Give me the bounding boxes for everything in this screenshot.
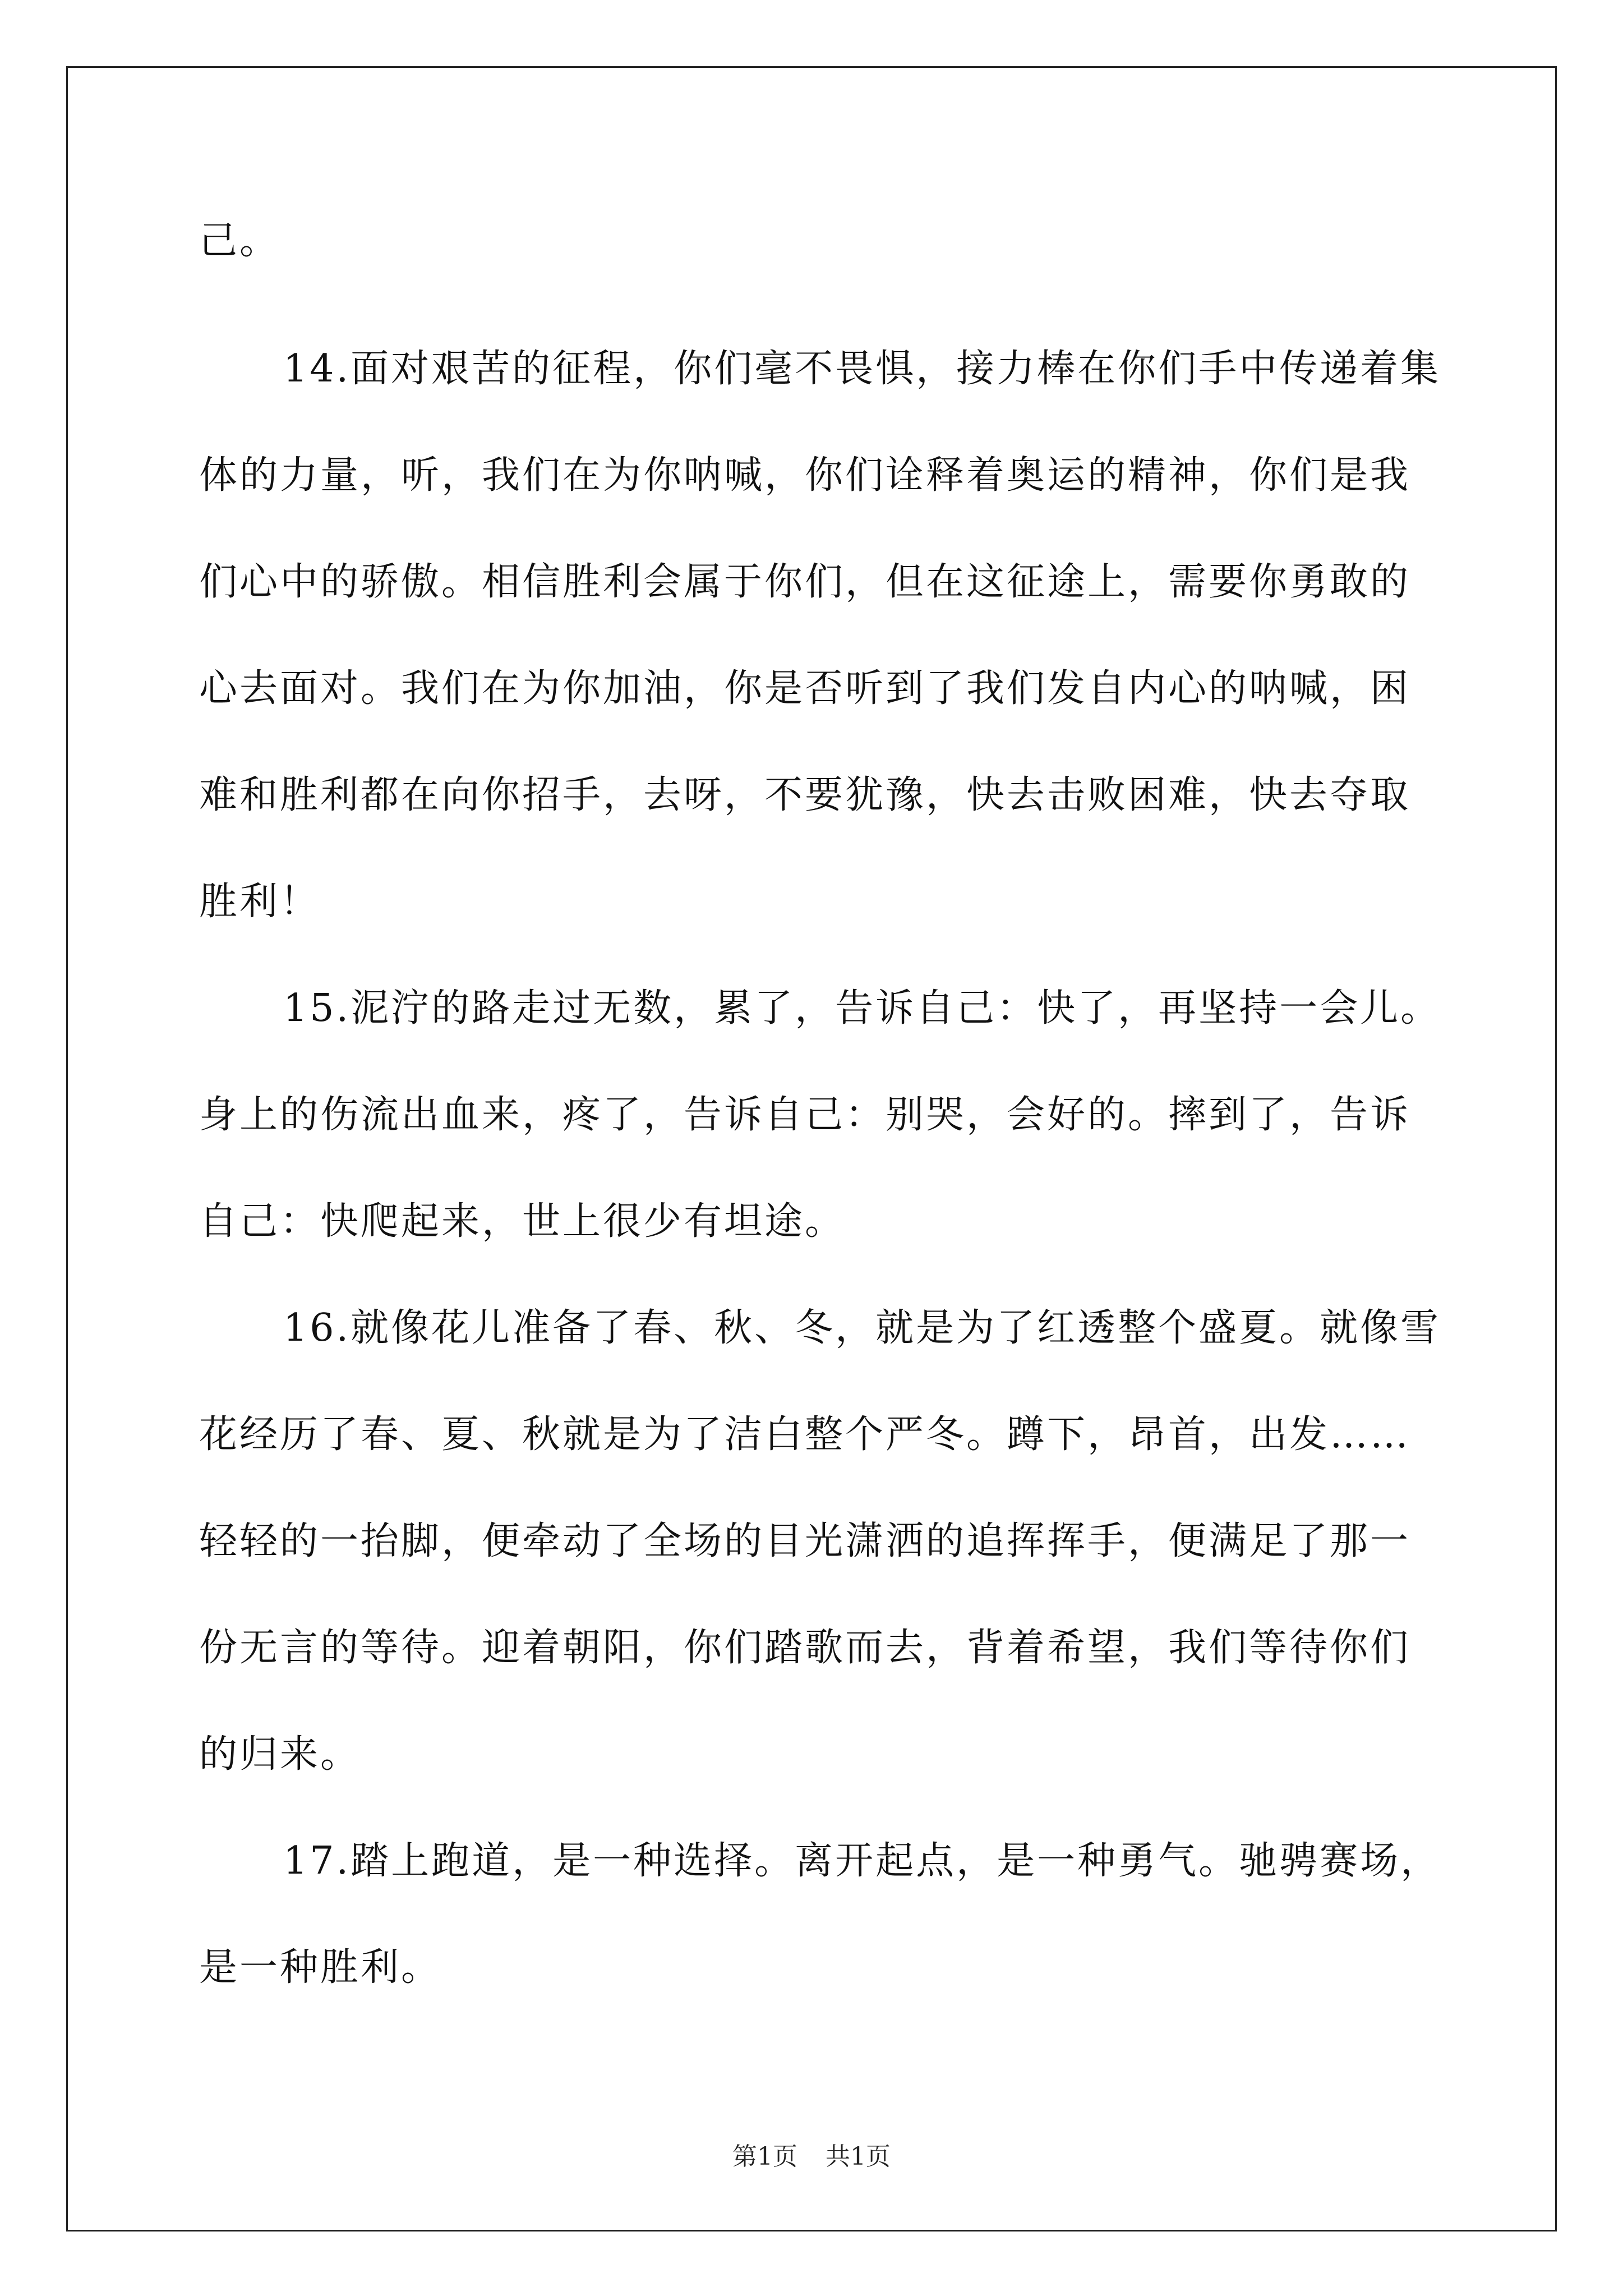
page-number-current: 第1页	[732, 2142, 797, 2171]
paragraph-17-line: 17.踏上跑道，是一种选择。离开起点，是一种勇气。驰骋赛场，	[283, 1839, 1441, 1883]
page-footer	[0, 2136, 1623, 2172]
paragraph-15-line: 自己：快爬起来，世上很少有坦途。	[199, 1199, 846, 1244]
paragraph-14-line: 胜利！	[199, 880, 321, 924]
paragraph-14-line: 体的力量，听，我们在为你呐喊，你们诠释着奥运的精神，你们是我	[199, 453, 1411, 498]
paragraph-15-line: 身上的伤流出血来，疼了，告诉自己：别哭，会好的。摔到了，告诉	[199, 1093, 1411, 1137]
page-number-total: 共1页	[826, 2142, 891, 2171]
paragraph-14-line: 们心中的骄傲。相信胜利会属于你们，但在这征途上，需要你勇敢的	[199, 560, 1411, 604]
paragraph-15-line: 15.泥泞的路走过无数，累了，告诉自己：快了，再坚持一会儿。	[283, 986, 1441, 1030]
paragraph-16-line: 份无言的等待。迎着朝阳，你们踏歌而去，背着希望，我们等待你们	[199, 1626, 1411, 1670]
text-line: 己。	[199, 219, 280, 263]
paragraph-14-line: 心去面对。我们在为你加油，你是否听到了我们发自内心的呐喊，困	[199, 666, 1411, 711]
paragraph-17-line: 是一种胜利。	[199, 1945, 442, 1990]
paragraph-14-line: 14.面对艰苦的征程，你们毫不畏惧，接力棒在你们手中传递着集	[283, 347, 1441, 391]
paragraph-16-line: 的归来。	[199, 1732, 361, 1777]
paragraph-16-line: 16.就像花儿准备了春、秋、冬，就是为了红透整个盛夏。就像雪	[283, 1306, 1441, 1350]
paragraph-16-line: 轻轻的一抬脚，便牵动了全场的目光潇洒的追挥挥手，便满足了那一	[199, 1519, 1411, 1563]
paragraph-16-line: 花经历了春、夏、秋就是为了洁白整个严冬。蹲下，昂首，出发……	[199, 1412, 1411, 1457]
paragraph-14-line: 难和胜利都在向你招手，去呀，不要犹豫，快去击败困难，快去夺取	[199, 773, 1411, 817]
